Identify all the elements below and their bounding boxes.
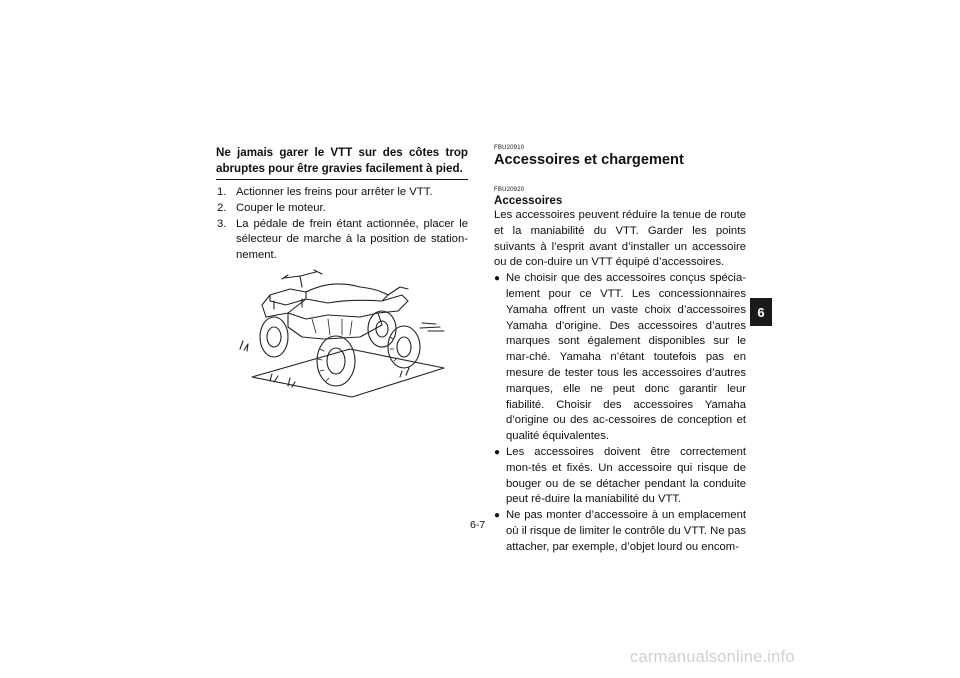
left-column — [216, 145, 468, 264]
step-number: 2. — [217, 201, 227, 214]
front-rack — [262, 289, 306, 317]
ground-mat — [252, 349, 444, 397]
bullet-icon: ● — [494, 273, 501, 285]
subsection-title: Accessoires — [494, 194, 563, 207]
step-number: 3. — [217, 217, 227, 230]
step-text: La pédale de frein étant actionnée, placer le sélecteur de marche à la position de station-nement. — [236, 217, 468, 262]
bullet-text: Ne pas monter d’accessoire à un emplacement où il risque de limiter le contrôle du VTT. Ne pas attacher, par exemple, d’objet lourd ou encom- — [506, 509, 746, 553]
list-item — [494, 271, 746, 445]
rear-wheel-right — [388, 326, 420, 368]
chapter-tab: 6 — [750, 298, 772, 326]
step-text: Actionner les freins pour arrêter le VTT. — [236, 186, 433, 198]
front-wheel-left — [260, 317, 288, 357]
bullet-text: Les accessoires doivent être correctement mon-tés et fixés. Un accessoire qui risque de bouger ou de se détacher pendant la conduite peut ré-duire la maniabilité du VTT. — [506, 445, 746, 506]
front-wheel-right — [317, 336, 355, 386]
intro-paragraph: Les accessoires peuvent réduire la tenue de route et la maniabilité du VTT. Garder les points suivants à l’esprit avant d’installer un accessoire ou de con-duire un VTT équipé d’accessoires. — [494, 209, 746, 269]
list-item — [494, 445, 746, 508]
handlebar — [282, 270, 322, 287]
rear-wheel-left — [368, 311, 396, 347]
step-item — [216, 201, 468, 217]
warning-text: Ne jamais garer le VTT sur des côtes trop abruptes pour être gravies facilement à pied. — [216, 145, 468, 180]
section-code: FBU20910 — [494, 145, 525, 151]
steps-list — [216, 185, 468, 264]
seat — [306, 284, 388, 303]
bullet-icon: ● — [494, 446, 501, 458]
page-number: 6-7 — [470, 519, 486, 531]
right-column — [494, 145, 746, 556]
step-number: 1. — [217, 186, 227, 198]
subsection-code: FBU20920 — [494, 187, 525, 193]
step-item — [216, 185, 468, 201]
bullet-icon: ● — [494, 510, 501, 522]
step-text: Couper le moteur. — [236, 201, 326, 214]
watermark-text: carmanualsonline.info — [630, 648, 795, 666]
step-item — [216, 217, 468, 264]
atv-parked-illustration — [232, 265, 452, 400]
section-title: Accessoires et chargement — [494, 152, 684, 168]
bullet-text: Ne choisir que des accessoires conçus spécia-lement pour ce VTT. Les concessionnaires Yamaha offrent un vaste choix d’accessoires Yamaha d’origine. Des accessoires d’autres marques sont également disponibles sur le mar-ché. Yamaha n’étant toutefois pas en mesure de tester tous les accessoires d’autres marques, elle ne peut donc garantir leur fiabilité. Choisir des accessoires Yamaha d’origine ou des ac-cessoires de conception et qualité équivalentes. — [506, 272, 746, 443]
list-item — [494, 508, 746, 555]
